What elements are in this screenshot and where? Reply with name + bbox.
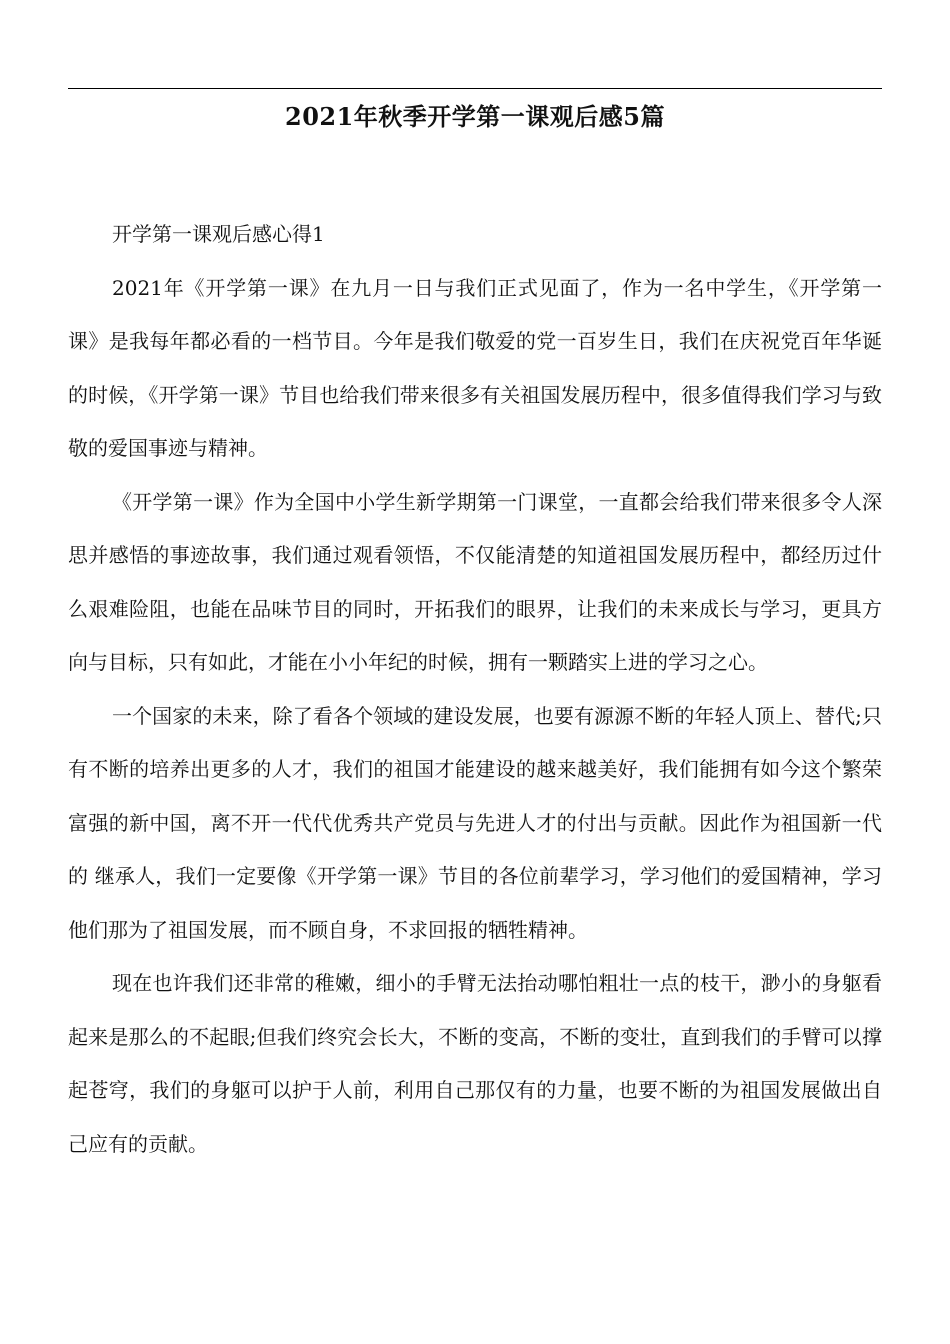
header-rule xyxy=(68,88,882,89)
body-paragraph-1: 2021年《开学第一课》在九月一日与我们正式见面了，作为一名中学生，《开学第一课》是我每年都必看的一档节目。今年是我们敬爱的党一百岁生日，我们在庆祝党百年华诞的时候，《开学第一课》节目也给我们带来很多有关祖国发展历程中，很多值得我们学习与致敬的爱国事迹与精神。 xyxy=(68,275,882,460)
body-paragraph-2: 《开学第一课》作为全国中小学生新学期第一门课堂，一直都会给我们带来很多令人深思并感悟的事迹故事，我们通过观看领悟，不仅能清楚的知道祖国发展历程中，都经历过什么艰难险阻，也能在品味节目的同时，开拓我们的眼界，让我们的未来成长与学习，更具方向与目标，只有如此，才能在小小年纪的时候，拥有一颗踏实上进的学习之心。 xyxy=(68,489,882,674)
document-body xyxy=(68,208,882,1171)
body-paragraph-3: 一个国家的未来，除了看各个领域的建设发展，也要有源源不断的年轻人顶上、替代;只有不断的培养出更多的人才，我们的祖国才能建设的越来越美好，我们能拥有如今这个繁荣富强的新中国，离不开一代代优秀共产党员与先进人才的付出与贡献。因此作为祖国新一代的 继承人，我们一定要像《开学第一课》节目的各位前辈学习，学习他们的爱国精神，学习他们那为了祖国发展，而不顾自身，不求回报的牺牲精神。 xyxy=(68,703,882,942)
document-title: 2021年秋季开学第一课观后感5篇 xyxy=(285,102,665,131)
section-heading: 开学第一课观后感心得1 xyxy=(112,222,325,246)
body-paragraph-4: 现在也许我们还非常的稚嫩，细小的手臂无法抬动哪怕粗壮一点的枝干，渺小的身躯看起来是那么的不起眼;但我们终究会长大，不断的变高，不断的变壮，直到我们的手臂可以撑起苍穹，我们的身躯可以护于人前，利用自己那仅有的力量，也要不断的为祖国发展做出自己应有的贡献。 xyxy=(68,971,882,1156)
